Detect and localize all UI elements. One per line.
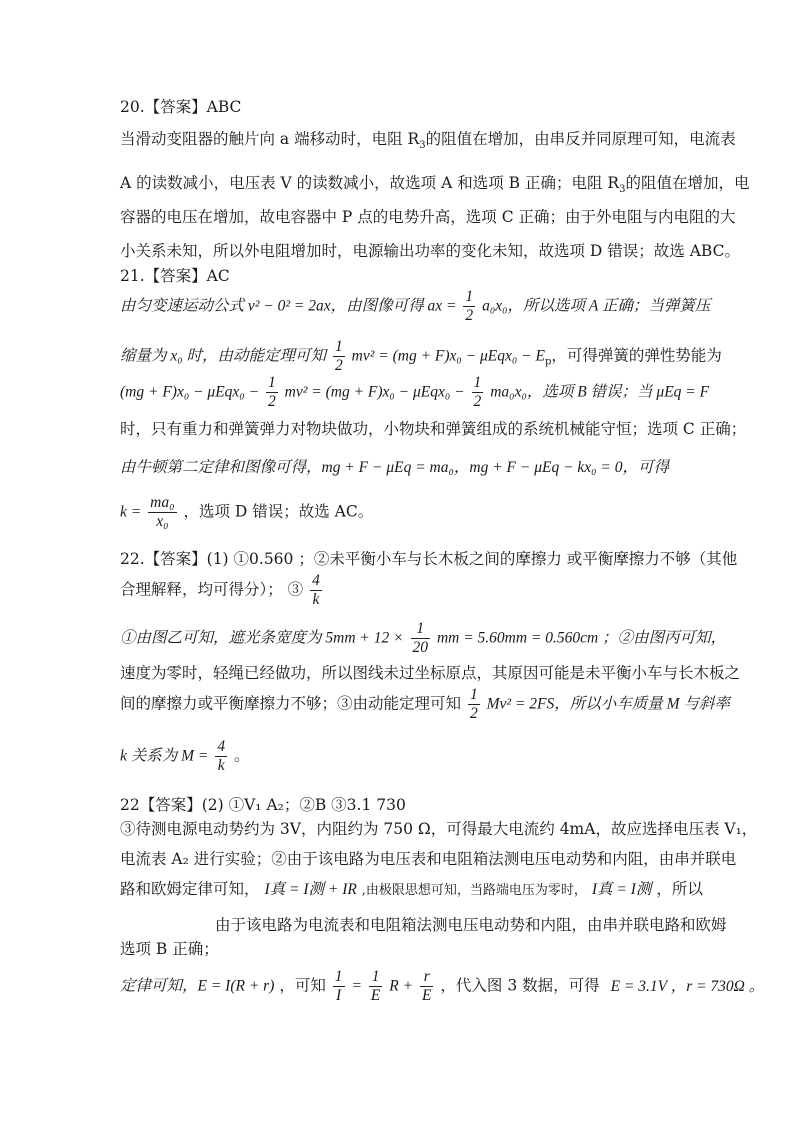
fraction: $\frac{1}{2}$ xyxy=(267,374,276,410)
q22-part1-line-6: k 关系为 M = $\frac{4}{k}$ 。 xyxy=(120,738,250,774)
fraction: $\frac{1}{20}$ xyxy=(412,620,428,656)
q21-heading: 21.【答案】AC xyxy=(120,267,230,285)
q21-line-3: (mg + F)x₀ − μEqx₀ − $\frac{1}{2}$ mv² = (mg + F)x₀ − μEqx₀ − $\frac{1}{2}$ ma₀x₀，选项 B 错误；当 μEq = F xyxy=(120,374,710,410)
q21-line-5: 由牛顿第二定律和图像可得，mg + F − μEq = ma₀，mg + F − μEq − kx₀ = 0，可得 xyxy=(120,459,670,476)
fraction: $\frac{r}{E}$ xyxy=(422,968,432,1004)
fraction: $\frac{4}{k}$ xyxy=(312,572,320,608)
q22-part1-line-5: 间的摩擦力或平衡摩擦力不够；③由动能定理可知 $\frac{1}{2}$ Mv² = 2FS，所以小车质量 M 与斜率 xyxy=(120,686,730,722)
q22-part1-line-3: ①由图乙可知，遮光条宽度为 5mm + 12 × $\frac{1}{20}$ mm = 5.60mm = 0.560cm ；②由图丙可知， xyxy=(120,620,727,656)
fraction: $\frac{1}{I}$ xyxy=(334,968,343,1004)
q20-line-1: 当滑动变阻器的触片向 a 端移动时，电阻 $R_3$的阻值在增加，由串反并同原理可知，电流表 xyxy=(120,130,736,152)
q20-line-3: 容器的电压在增加，故电容器中 P 点的电势升高，选项 C 正确；由于外电阻与内电阻的大 xyxy=(120,208,736,226)
q22-part1-line-4: 速度为零时，轻绳已经做功，所以图线未过坐标原点，其原因可能是未平衡小车与长木板之 xyxy=(120,664,741,682)
q22-part2-line-5: 由于该电路为电流表和电阻箱法测电压电动势和内阻，由串并联电路和欧姆 xyxy=(215,916,727,934)
q21-line-1: 由匀变速运动公式 v² − 0² = 2ax，由图像可得 ax = $\frac{1}{2}$ a₀x₀，所以选项 A 正确；当弹簧压 xyxy=(120,288,711,324)
q22-part2-line-6: 选项 B 正确； xyxy=(120,940,219,958)
fraction: $\frac{1}{2}$ xyxy=(469,686,478,722)
q20-heading: 20.【答案】ABC xyxy=(120,98,242,116)
q20-line-2: A 的读数减小，电压表 V 的读数减小，故选项 A 和选项 B 正确；电阻 $R_3$的阻值在增加，电 xyxy=(120,174,750,196)
q22-part2-line-7: 定律可知，E = I(R + r) ，可知 $\frac{1}{I}$ = $\frac{1}{E}$ R + $\frac{r}{E}$ ，代入图 3 数据，可得 E = 3.1V ，r = 730Ω 。 xyxy=(120,968,765,1004)
q22-part1-line-2: 合理解释，均可得分）； ③ $\frac{4}{k}$ xyxy=(120,572,320,608)
fraction: $\frac{1}{E}$ xyxy=(370,968,381,1004)
fraction: $\frac{1}{2}$ xyxy=(465,288,474,324)
q22-part2-line-3: 电流表 A₂ 进行实验；②由于该电路为电压表和电阻箱法测电压电动势和内阻，由串并联电 xyxy=(120,850,737,868)
q21-line-4: 时，只有重力和弹簧弹力对物块做功，小物块和弹簧组成的系统机械能守恒；选项 C 正确； xyxy=(120,420,747,438)
q22-part1-heading: 22.【答案】(1) ①0.560 ；②未平衡小车与长木板之间的摩擦力 或平衡摩擦力不够（其他 xyxy=(120,550,738,568)
q22-part2-heading: 22【答案】(2) ①V₁ A₂；②B ③3.1 730 xyxy=(120,796,406,814)
fraction: $\frac{1}{2}$ xyxy=(473,374,482,410)
q22-part2-line-2: ③待测电源电动势约为 3V，内阻约为 750 Ω，可得最大电流约 4mA，故应选择电压表 V₁， xyxy=(120,820,758,838)
fraction: $\frac{4}{k}$ xyxy=(217,738,226,774)
q20-line-4: 小关系未知，所以外电阻增加时，电源输出功率的变化未知，故选项 D 错误；故选 ABC。 xyxy=(120,242,740,260)
q21-line-6: k = $\frac{\text{ma₀}}{\text{x₀}}$ ，选项 D 错误；故选 AC。 xyxy=(120,494,374,530)
fraction: $\frac{1}{2}$ xyxy=(334,338,343,374)
q21-line-2: 缩量为 x₀ 时，由动能定理可知 $\frac{1}{2}$ $mv^2 = (mg + F)x_0 - \mu Eqx_0 - E_p$，可得弹簧的弹性势能为 xyxy=(120,338,722,374)
fraction: $\frac{\text{ma₀}}{\text{x₀}}$ xyxy=(150,494,175,530)
q22-part2-line-4: 路和欧姆定律可知， I真 = I测 + IR ,由极限思想可知，当路端电压为零时， I真 = I测 ，所以 xyxy=(120,880,703,898)
